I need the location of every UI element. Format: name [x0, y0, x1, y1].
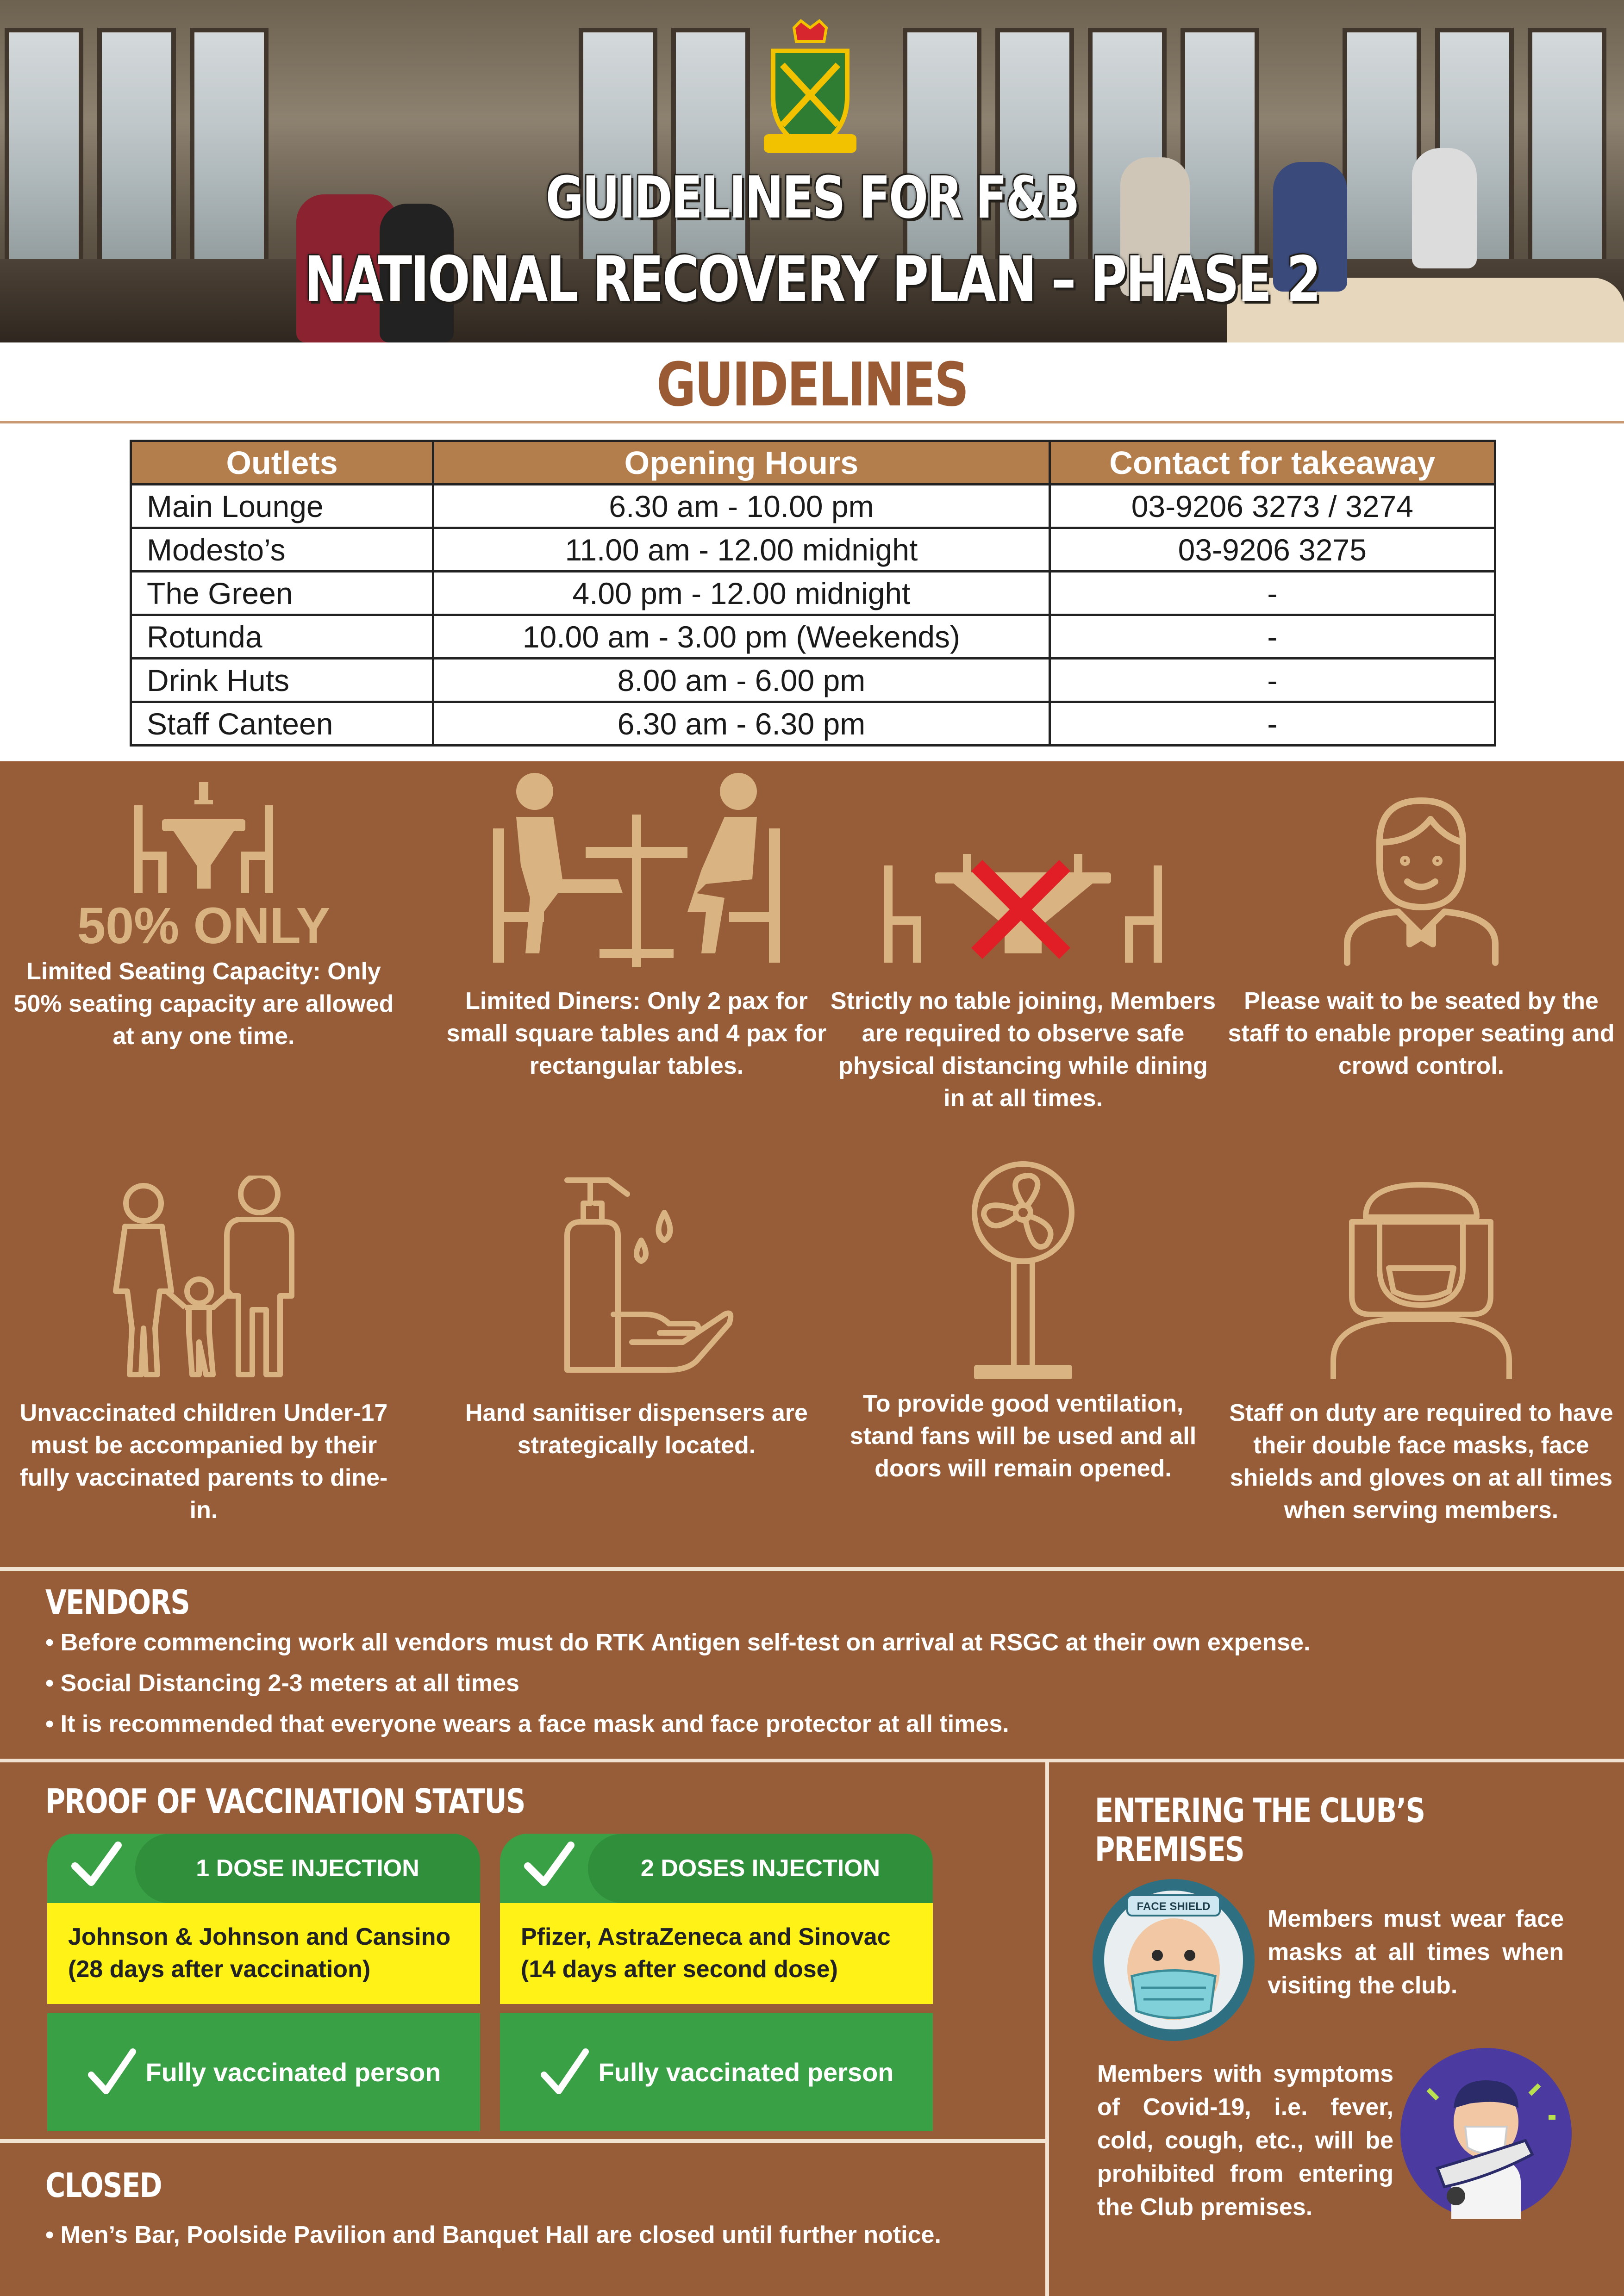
- dining-table-icon: [130, 773, 278, 898]
- vendors-title: VENDORS: [45, 1583, 190, 1622]
- list-item: • It is recommended that everyone wears a face mask and face protector at all times.: [45, 1711, 1009, 1737]
- vendors-list: [45, 1622, 1573, 1744]
- fifty-percent-badge: 50% ONLY: [77, 897, 331, 954]
- window-panel: [1343, 28, 1421, 268]
- window-panel: [995, 28, 1074, 268]
- guideline-text: Limited Seating Capacity: Only 50% seating capacity are allowed at any one time.: [13, 958, 394, 1050]
- vaccine-wait-period: (28 days after vaccination): [68, 1956, 371, 1983]
- window-panel: [671, 28, 750, 268]
- guideline-no-table-joining: [829, 773, 1218, 1114]
- outlets-table: [130, 440, 1496, 747]
- window-panel: [1181, 28, 1259, 268]
- guideline-hand-sanitiser: [442, 1176, 831, 1462]
- stand-fan-icon: [949, 1157, 1097, 1379]
- divider: [1045, 1761, 1049, 2296]
- outlet-name: The Green: [131, 572, 433, 615]
- guideline-stand-fans: [829, 1157, 1218, 1485]
- table-row: [131, 702, 1495, 746]
- closed-text: • Men’s Bar, Poolside Pavilion and Banquet Hall are closed until further notice.: [45, 2221, 941, 2248]
- face-shield-staff-icon: [1324, 1176, 1518, 1379]
- takeaway-contact: -: [1049, 615, 1495, 659]
- vaccine-names: Pfizer, AstraZeneca and Sinovac: [521, 1923, 891, 1950]
- takeaway-contact: 03-9206 3275: [1049, 528, 1495, 572]
- table-row: [131, 659, 1495, 702]
- vaccine-brands: [47, 1903, 480, 2004]
- window-panel: [1528, 28, 1606, 268]
- status-text: Fully vaccinated person: [145, 2058, 441, 2087]
- check-icon: [87, 2047, 137, 2098]
- list-item: • Social Distancing 2-3 meters at all times: [45, 1670, 519, 1697]
- outlet-name: Modesto’s: [131, 528, 433, 572]
- opening-hours: 6.30 am - 6.30 pm: [433, 702, 1049, 746]
- guideline-wait-to-be-seated: [1227, 773, 1616, 1082]
- page-title-line1: GUIDELINES FOR F&B: [545, 164, 1079, 231]
- dose-label: 2 DOSES INJECTION: [588, 1834, 933, 1903]
- takeaway-contact: -: [1049, 659, 1495, 702]
- opening-hours: 4.00 pm - 12.00 midnight: [433, 572, 1049, 615]
- page-title-line2: NATIONAL RECOVERY PLAN – PHASE 2: [304, 243, 1320, 316]
- vaccine-wait-period: (14 days after second dose): [521, 1956, 838, 1983]
- guideline-text: Please wait to be seated by the staff to enable proper seating and crowd control.: [1228, 988, 1615, 1079]
- sneezing-person-icon: [1400, 2048, 1572, 2219]
- guideline-text: Strictly no table joining, Members are required to observe safe physical distancing while dining in at all times.: [830, 988, 1216, 1112]
- face-shield-label: FACE SHIELD: [1137, 1900, 1211, 1913]
- vaccination-status: [47, 2013, 480, 2131]
- guidelines-heading: GUIDELINES: [656, 349, 968, 420]
- header-banner: [0, 0, 1624, 342]
- list-item: • Before commencing work all vendors must do RTK Antigen self-test on arrival at RSGC at their own expense.: [45, 1629, 1311, 1656]
- hand-sanitiser-icon: [539, 1176, 734, 1379]
- outlet-name: Staff Canteen: [131, 702, 433, 746]
- vaccination-card-1-dose: [47, 1834, 480, 2131]
- opening-hours: 6.30 am - 10.00 pm: [433, 485, 1049, 528]
- guideline-text: Hand sanitiser dispensers are strategically located.: [465, 1400, 808, 1459]
- vaccination-card-2-doses: [500, 1834, 933, 2131]
- column-header-hours: Opening Hours: [433, 441, 1049, 485]
- divider: [0, 421, 1624, 423]
- guideline-seating-capacity: [9, 773, 398, 1052]
- card-header: [47, 1834, 480, 1903]
- window-panel: [903, 28, 981, 268]
- column-header-contact: Contact for takeaway: [1049, 441, 1495, 485]
- club-crest-logo: [755, 19, 866, 157]
- takeaway-contact: -: [1049, 572, 1495, 615]
- opening-hours: 11.00 am - 12.00 midnight: [433, 528, 1049, 572]
- face-mask-shield-icon: [1090, 1877, 1257, 2043]
- guideline-text: Unvaccinated children Under-17 must be accompanied by their fully vaccinated parents to dine-in.: [19, 1400, 388, 1524]
- window-panel: [97, 28, 176, 268]
- mask-requirement-text: Members must wear face masks at all times when visiting the club.: [1268, 1905, 1564, 1999]
- takeaway-contact: 03-9206 3273 / 3274: [1049, 485, 1495, 528]
- symptoms-text: Members with symptoms of Covid-19, i.e. fever, cold, cough, etc., will be prohibited from entering the Club premises.: [1097, 2060, 1393, 2221]
- divider: [0, 2139, 1045, 2143]
- guideline-staff-face-shields: [1227, 1176, 1616, 1526]
- takeaway-contact: -: [1049, 702, 1495, 746]
- check-icon: [68, 1838, 124, 1894]
- card-header: [500, 1834, 933, 1903]
- diners-icon: [493, 773, 780, 967]
- table-row: [131, 615, 1495, 659]
- window-panel: [190, 28, 269, 268]
- closed-title: CLOSED: [45, 2166, 162, 2205]
- guideline-unvaccinated-children: [9, 1176, 398, 1526]
- entering-title: ENTERING THE CLUB’S PREMISES: [1095, 1791, 1425, 1869]
- outlet-name: Main Lounge: [131, 485, 433, 528]
- check-icon: [521, 1838, 576, 1894]
- table-header-row: [131, 441, 1495, 485]
- window-panel: [5, 28, 83, 268]
- table-row: [131, 528, 1495, 572]
- guideline-text: Limited Diners: Only 2 pax for small square tables and 4 pax for rectangular tables.: [446, 988, 827, 1079]
- family-icon: [106, 1176, 301, 1379]
- guideline-text: To provide good ventilation, stand fans will be used and all doors will remain opened.: [849, 1390, 1197, 1482]
- guideline-text: Staff on duty are required to have their double face masks, face shields and gloves on at all times when serving members.: [1229, 1400, 1613, 1524]
- no-table-joining-icon: [880, 773, 1167, 967]
- vaccination-title: PROOF OF VACCINATION STATUS: [45, 1782, 525, 1821]
- outlet-name: Rotunda: [131, 615, 433, 659]
- table-row: [131, 485, 1495, 528]
- vaccination-status: [500, 2013, 933, 2131]
- opening-hours: 8.00 am - 6.00 pm: [433, 659, 1049, 702]
- divider: [0, 1567, 1624, 1571]
- vaccine-brands: [500, 1903, 933, 2004]
- column-header-outlets: Outlets: [131, 441, 433, 485]
- opening-hours: 10.00 am - 3.00 pm (Weekends): [433, 615, 1049, 659]
- status-text: Fully vaccinated person: [598, 2058, 894, 2087]
- vaccine-names: Johnson & Johnson and Cansino: [68, 1923, 451, 1950]
- table-row: [131, 572, 1495, 615]
- waiter-icon: [1329, 773, 1514, 967]
- guideline-limited-diners: [442, 773, 831, 1082]
- check-icon: [539, 2047, 590, 2098]
- dose-label: 1 DOSE INJECTION: [135, 1834, 480, 1903]
- divider: [0, 1759, 1624, 1762]
- outlet-name: Drink Huts: [131, 659, 433, 702]
- window-panel: [579, 28, 657, 268]
